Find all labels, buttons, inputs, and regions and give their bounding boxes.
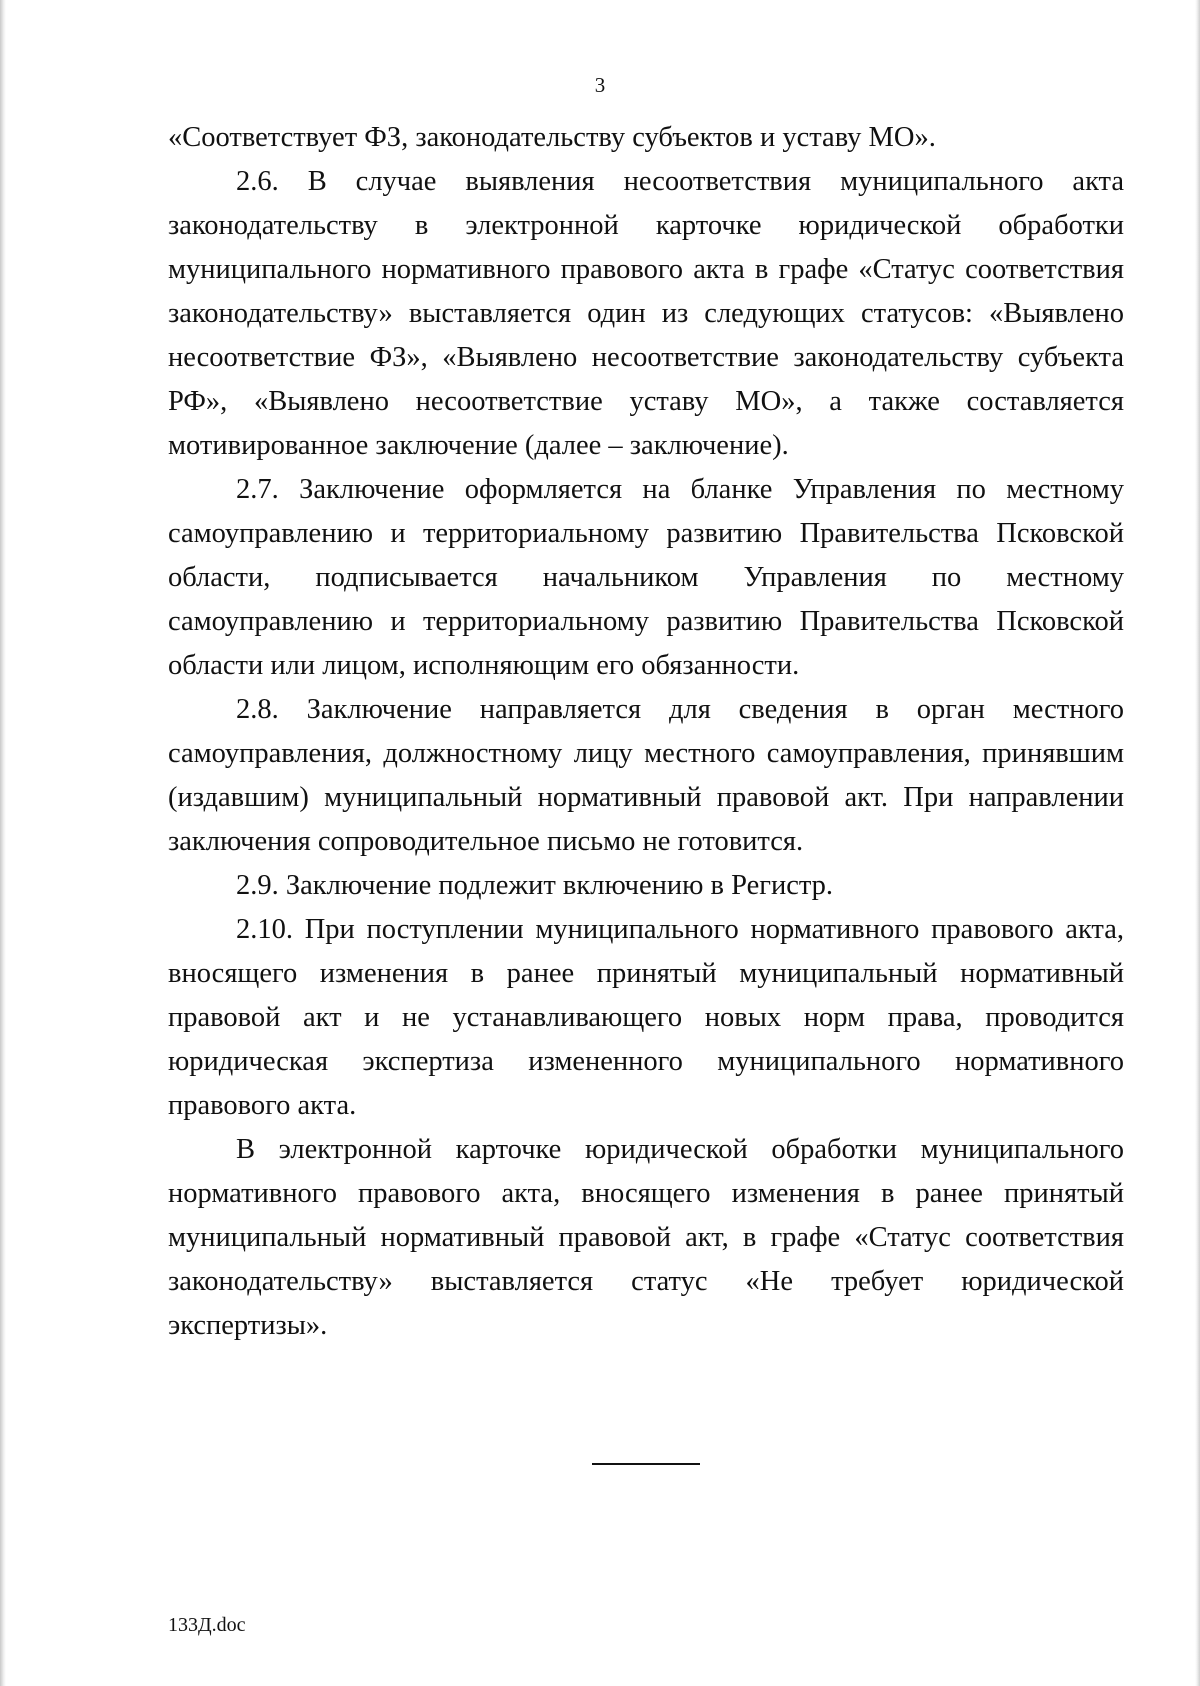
paragraph-2-7: 2.7. Заключение оформляется на бланке Управления по местному самоуправлению и территориальному развитию Правительства Псковской области, подписывается начальником Управления по местному самоуправлению и территориальному развитию Правительства Псковской области или лицом, исполняющим его обязанности. [168,474,1124,681]
end-of-text-rule [592,1463,700,1465]
paragraph-2-10: 2.10. При поступлении муниципального нормативного правового акта, вносящего изменения в ранее принятый муниципальный нормативный правовой акт и не устанавливающего новых норм права, проводится юридическая экспертиза измененного муниципального нормативного правового акта. [168,914,1124,1121]
footer-filename: 133Д.doc [168,1614,246,1636]
paragraph-electronic-card: В электронной карточке юридической обработки муниципального нормативного правового акта, вносящего изменения в ранее принятый муниципальный нормативный правовой акт, в графе «Статус соответствия законодательству» выставляется статус «Не требует юридической экспертизы». [168,1134,1124,1341]
scan-edge-right [1195,0,1200,1686]
paragraph-2-9: 2.9. Заключение подлежит включению в Регистр. [236,870,834,901]
paragraph-2-8: 2.8. Заключение направляется для сведения в орган местного самоуправления, должностному лицу местного самоуправления, принявшим (издавшим) муниципальный нормативный правовой акт. При направлении заключения сопроводительное письмо не готовится. [168,694,1124,857]
page-number: 3 [594,73,606,97]
paragraph-2-6: 2.6. В случае выявления несоответствия муниципального акта законодательству в электронной карточке юридической обработки муниципального нормативного правового акта в графе «Статус соответствия законодательству» выставляется один из следующих статусов: «Выявлено несоответствие ФЗ», «Выявлено несоответствие законодательству субъекта РФ», «Выявлено несоответствие уставу МО», а также составляется мотивированное заключение (далее – заключение). [168,166,1124,461]
document-body [168,116,1124,1348]
scan-edge-left [0,0,6,1686]
paragraph-continuation: «Соответствует ФЗ, законодательству субъектов и уставу МО». [168,122,936,153]
